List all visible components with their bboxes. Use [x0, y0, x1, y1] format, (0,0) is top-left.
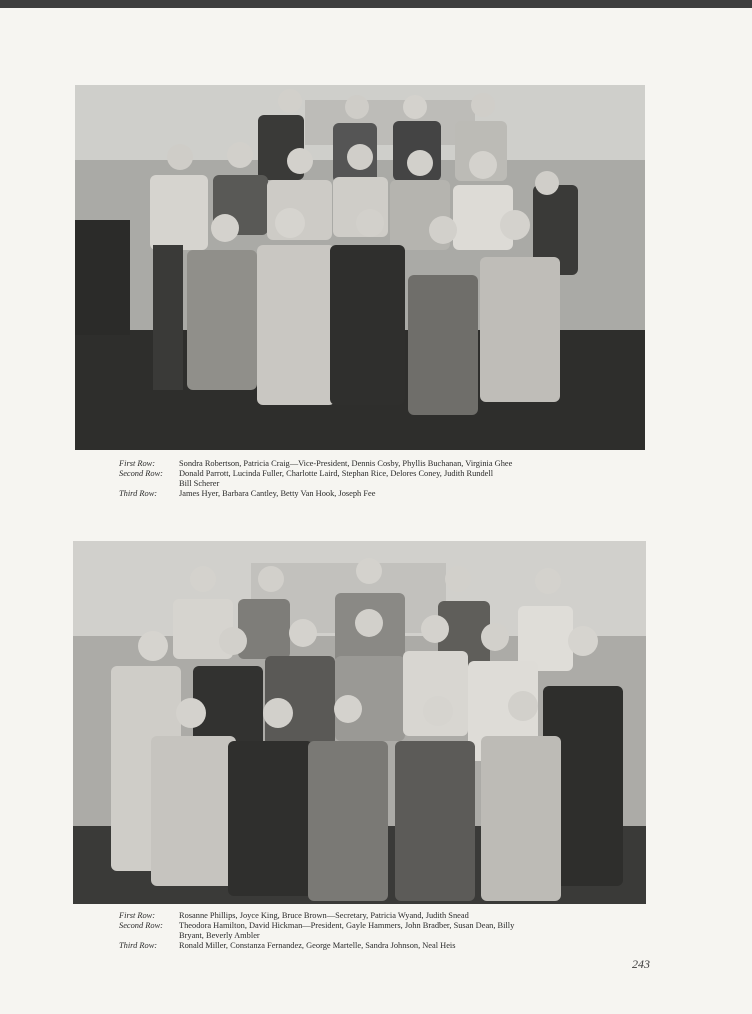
photo-1-caption	[119, 459, 619, 499]
page-number: 243	[632, 957, 650, 971]
caption-row	[119, 489, 619, 499]
row-label: Second Row:	[119, 469, 163, 478]
photo-2-caption	[119, 911, 619, 951]
class-photo-2	[73, 541, 646, 904]
row-names-continued: Bryant, Beverly Ambler	[179, 931, 260, 940]
caption-row	[119, 459, 619, 469]
row-label: Third Row:	[119, 489, 158, 498]
row-label: Third Row:	[119, 941, 158, 950]
page-top-border	[0, 0, 752, 8]
row-names: Rosanne Phillips, Joyce King, Bruce Brown—Secretary, Patricia Wyand, Judith Snead	[179, 911, 469, 920]
row-names: Ronald Miller, Constanza Fernandez, George Martelle, Sandra Johnson, Neal Heis	[179, 941, 456, 950]
row-names: Sondra Robertson, Patricia Craig—Vice-President, Dennis Cosby, Phyllis Buchanan, Virginia Ghee	[179, 459, 513, 468]
class-photo-1	[75, 85, 645, 450]
row-names-continued: Bill Scherer	[179, 479, 220, 488]
caption-row	[119, 469, 619, 489]
row-names: Theodora Hamilton, David Hickman—President, Gayle Hammers, John Bradber, Susan Dean, Billy	[179, 921, 515, 930]
caption-row	[119, 921, 619, 941]
row-names: James Hyer, Barbara Cantley, Betty Van Hook, Joseph Fee	[179, 489, 376, 498]
row-label: First Row:	[119, 459, 156, 468]
caption-row	[119, 911, 619, 921]
caption-row	[119, 941, 619, 951]
row-names: Donald Parrott, Lucinda Fuller, Charlotte Laird, Stephan Rice, Delores Coney, Judith Rundell	[179, 469, 494, 478]
row-label: First Row:	[119, 911, 156, 920]
row-label: Second Row:	[119, 921, 163, 930]
